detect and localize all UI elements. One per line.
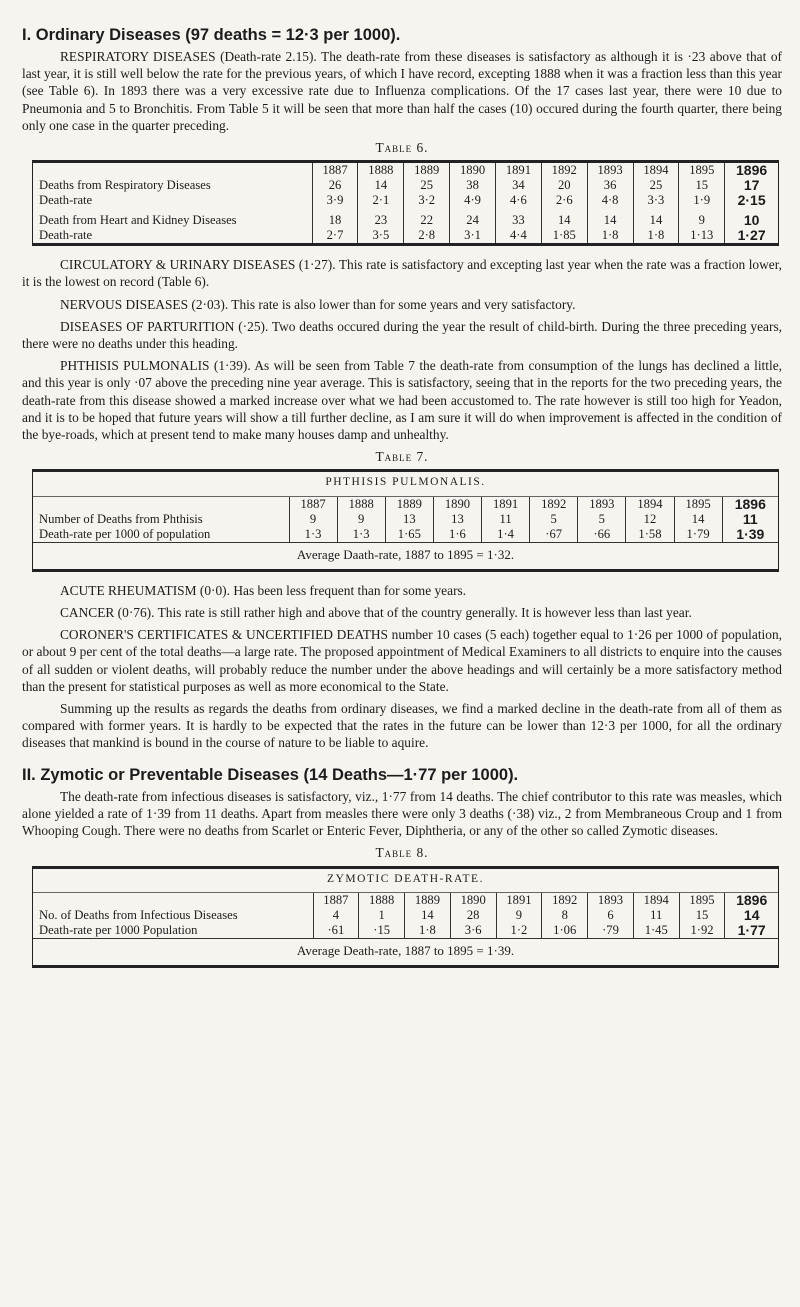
cell: 1·8	[405, 923, 451, 938]
year-header: 1891	[482, 497, 530, 512]
cell: 11	[482, 512, 530, 527]
cell: 9	[289, 512, 337, 527]
year-header: 1888	[337, 497, 385, 512]
table8	[32, 866, 779, 968]
year-header: 1892	[542, 893, 588, 908]
cell: 2·1	[358, 193, 404, 208]
table-row	[33, 908, 778, 923]
table7-grid	[33, 497, 778, 542]
year-header: 1888	[359, 893, 405, 908]
year-header: 1889	[404, 163, 450, 178]
table-row	[33, 228, 778, 243]
cell: 1	[359, 908, 405, 923]
year-header: 1887	[289, 497, 337, 512]
cell: 1·06	[542, 923, 588, 938]
cell: ·67	[530, 527, 578, 542]
cell: 11	[633, 908, 679, 923]
table-row	[33, 193, 778, 208]
table-row	[33, 512, 778, 527]
section-heading-ordinary: I. Ordinary Diseases (97 deaths = 12·3 per 1000).	[22, 26, 401, 44]
cell: 5	[578, 512, 626, 527]
year-header: 1893	[578, 497, 626, 512]
cell: 20	[541, 178, 587, 193]
paragraph-coroner: CORONER'S CERTIFICATES & UNCERTIFIED DEATHS number 10 cases (5 each) together equal to 1·26 per 1000 of population, or about 9 per cent of the total deaths—a large rate. The proposed appointment of Medical Examiners to all districts to enquire into the causes of all sudden or violent deaths, will probably reduce the number under the above headings and will certainly be a more satisfactory method than the present for statistical purposes as well as more economical to the State.	[22, 627, 782, 694]
year-header: 1895	[679, 163, 725, 178]
cell: 15	[679, 178, 725, 193]
paragraph-phthisis: PHTHISIS PULMONALIS (1·39). As will be seen from Table 7 the death-rate from consumption of the lungs has declined a little, and this year is only ·07 above the preceding nine year average. This is satisfactory, seeing that in the reports for the two preceding years, the death-rate from this disease showed a marked increase over what we had been accustomed to. The rate however is still too high for Yeadon, and it is to be hoped that future years will show a till further decline, as I am sure it will do when improvement is affected in the condition of the bye-roads, which at present tend to make many houses damp and unhealthy.	[22, 358, 782, 443]
cell: 28	[450, 908, 496, 923]
cell: 13	[433, 512, 481, 527]
cell: 23	[358, 213, 404, 228]
cell: 1·77	[725, 923, 778, 938]
paragraph-nervous: NERVOUS DISEASES (2·03). This rate is also lower than for some years and very satisfactory.	[60, 296, 576, 312]
year-header: 1896	[722, 497, 778, 512]
cell: 24	[450, 213, 496, 228]
paragraph-zymotic: The death-rate from infectious diseases is satisfactory, viz., 1·77 from 14 deaths. The chief contributor to this rate was measles, which alone yielded a rate of 1·39 from 11 deaths. Apart from measles there were only 3 deaths (·38) viz., 2 from Membraneous Croup and 1 from Whooping Cough. There were no deaths from Scarlet or Enteric Fever, Diphtheria, or any of the other so called Zymotic diseases.	[22, 788, 782, 839]
cell: ·15	[359, 923, 405, 938]
cell: 9	[337, 512, 385, 527]
year-header: 1889	[385, 497, 433, 512]
table-header-row	[33, 163, 778, 178]
cell: 1·4	[482, 527, 530, 542]
year-header: 1888	[358, 163, 404, 178]
cell: 36	[587, 178, 633, 193]
cell: 33	[495, 213, 541, 228]
year-header: 1895	[674, 497, 722, 512]
table6-caption: Table 6.	[375, 140, 429, 156]
year-header: 1893	[588, 893, 634, 908]
year-header: 1894	[626, 497, 674, 512]
paragraph-parturition: DISEASES OF PARTURITION (·25). Two deaths occured during the year the result of child-birth. During the three preceding years, there were no deaths under this heading.	[22, 318, 782, 352]
row-label: Death from Heart and Kidney Diseases	[39, 213, 237, 228]
row-label: Death-rate per 1000 Population	[39, 922, 198, 937]
cell: 12	[626, 512, 674, 527]
cell: 14	[541, 213, 587, 228]
cell: 1·8	[633, 228, 679, 243]
cell: 1·9	[679, 193, 725, 208]
year-header: 1894	[633, 893, 679, 908]
cell: 1·2	[496, 923, 542, 938]
year-header: 1896	[725, 163, 778, 178]
cell: 25	[633, 178, 679, 193]
cell: 14	[587, 213, 633, 228]
cell: 2·8	[404, 228, 450, 243]
paragraph-circulatory: CIRCULATORY & URINARY DISEASES (1·27). This rate is satisfactory and excepting last year when the rate was a fraction lower, it is the lowest on record (Table 6).	[22, 257, 782, 290]
table-row	[33, 213, 778, 228]
cell: 1·79	[674, 527, 722, 542]
cell: 8	[542, 908, 588, 923]
table7	[32, 469, 779, 571]
cell: 4	[313, 908, 359, 923]
cell: 25	[404, 178, 450, 193]
table8-footer: Average Death-rate, 1887 to 1895 = 1·39.	[33, 938, 778, 965]
cell: 1·45	[633, 923, 679, 938]
cell: 10	[725, 213, 778, 228]
cell: 3·6	[450, 923, 496, 938]
cell: 14	[725, 908, 778, 923]
cell: 11	[722, 512, 778, 527]
year-header: 1892	[530, 497, 578, 512]
year-header: 1895	[679, 893, 725, 908]
cell: 1·65	[385, 527, 433, 542]
table6	[32, 160, 779, 246]
table6-grid	[33, 163, 778, 243]
cell: 2·6	[541, 193, 587, 208]
row-label: Number of Deaths from Phthisis	[39, 511, 203, 526]
cell: 14	[405, 908, 451, 923]
paragraph-cancer: CANCER (0·76). This rate is still rather high and above that of the country generally. It is however less than last year.	[60, 605, 692, 621]
cell: 1·3	[289, 527, 337, 542]
cell: 3·9	[312, 193, 358, 208]
year-header: 1894	[633, 163, 679, 178]
year-header: 1891	[496, 893, 542, 908]
cell: 2·7	[312, 228, 358, 243]
cell: 38	[450, 178, 496, 193]
table-header-row	[33, 497, 778, 512]
year-header: 1896	[725, 893, 778, 908]
cell: 18	[312, 213, 358, 228]
cell: 4·8	[587, 193, 633, 208]
cell: 34	[495, 178, 541, 193]
year-header: 1890	[450, 893, 496, 908]
cell: 1·13	[679, 228, 725, 243]
cell: 3·2	[404, 193, 450, 208]
cell: 4·6	[495, 193, 541, 208]
cell: 1·6	[433, 527, 481, 542]
document-page	[22, 0, 782, 968]
paragraph-respiratory: RESPIRATORY DISEASES (Death-rate 2.15). The death-rate from these diseases is satisfactory as although it is ·23 above that of last year, it is still well below the rate for the previous years, of which I have record, excepting 1888 when it was a fraction less than this year (see Table 6). In 1893 there was a very excessive rate due to Influenza complications. Of the 17 cases last year, there were 10 due to Pneumonia and 5 to Bronchitis. From Table 5 it will be seen that more than half the cases (10) occured during the fourth quarter, there being only one case in the quarter preceding.	[22, 49, 782, 133]
row-label: Death-rate	[39, 228, 93, 243]
paragraph-rheumatism: ACUTE RHEUMATISM (0·0). Has been less frequent than for some years.	[60, 582, 467, 598]
cell: 6	[588, 908, 634, 923]
table8-grid	[33, 893, 778, 938]
cell: ·66	[578, 527, 626, 542]
cell: ·79	[588, 923, 634, 938]
cell: 17	[725, 178, 778, 193]
cell: 1·92	[679, 923, 725, 938]
cell: 4·9	[450, 193, 496, 208]
row-label: Death-rate per 1000 of population	[39, 526, 211, 541]
year-header: 1893	[587, 163, 633, 178]
row-label: No. of Deaths from Infectious Diseases	[39, 907, 238, 922]
row-label: Death-rate	[39, 193, 93, 208]
table8-title: ZYMOTIC DEATH-RATE.	[33, 869, 778, 893]
cell: 14	[674, 512, 722, 527]
year-header: 1890	[450, 163, 496, 178]
cell: ·61	[313, 923, 359, 938]
year-header: 1889	[405, 893, 451, 908]
cell: 1·3	[337, 527, 385, 542]
cell: 9	[679, 213, 725, 228]
table-header-label	[33, 497, 289, 512]
table-row	[33, 178, 778, 193]
table-row	[33, 527, 778, 542]
year-header: 1891	[495, 163, 541, 178]
cell: 1·27	[725, 228, 778, 243]
table-header-row	[33, 893, 778, 908]
year-header: 1887	[312, 163, 358, 178]
table-header-label	[33, 163, 312, 178]
year-header: 1892	[541, 163, 587, 178]
table-row	[33, 923, 778, 938]
cell: 14	[358, 178, 404, 193]
table8-caption: Table 8.	[375, 845, 429, 861]
cell: 3·3	[633, 193, 679, 208]
cell: 1·85	[541, 228, 587, 243]
cell: 1·58	[626, 527, 674, 542]
year-header: 1890	[433, 497, 481, 512]
cell: 4·4	[495, 228, 541, 243]
table-header-label	[33, 893, 313, 908]
cell: 14	[633, 213, 679, 228]
cell: 15	[679, 908, 725, 923]
table7-caption: Table 7.	[375, 449, 429, 465]
cell: 9	[496, 908, 542, 923]
cell: 3·5	[358, 228, 404, 243]
paragraph-summing: Summing up the results as regards the deaths from ordinary diseases, we find a marked decline in the death-rate from all of them as compared with former years. It is hardly to be expected that the rates in the future can be lower than 12·3 per 1000, for all the ordinary diseases that mankind is bound in the course of nature to be liable to aquire.	[22, 701, 782, 751]
cell: 13	[385, 512, 433, 527]
row-label: Deaths from Respiratory Diseases	[39, 178, 211, 193]
table7-footer: Average Daath-rate, 1887 to 1895 = 1·32.	[33, 542, 778, 569]
cell: 5	[530, 512, 578, 527]
cell: 3·1	[450, 228, 496, 243]
cell: 22	[404, 213, 450, 228]
cell: 1·39	[722, 527, 778, 542]
table7-title: PHTHISIS PULMONALIS.	[33, 472, 778, 496]
cell: 1·8	[587, 228, 633, 243]
year-header: 1887	[313, 893, 359, 908]
cell: 2·15	[725, 193, 778, 208]
section-heading-zymotic: II. Zymotic or Preventable Diseases (14 Deaths—1·77 per 1000).	[22, 765, 519, 784]
cell: 26	[312, 178, 358, 193]
